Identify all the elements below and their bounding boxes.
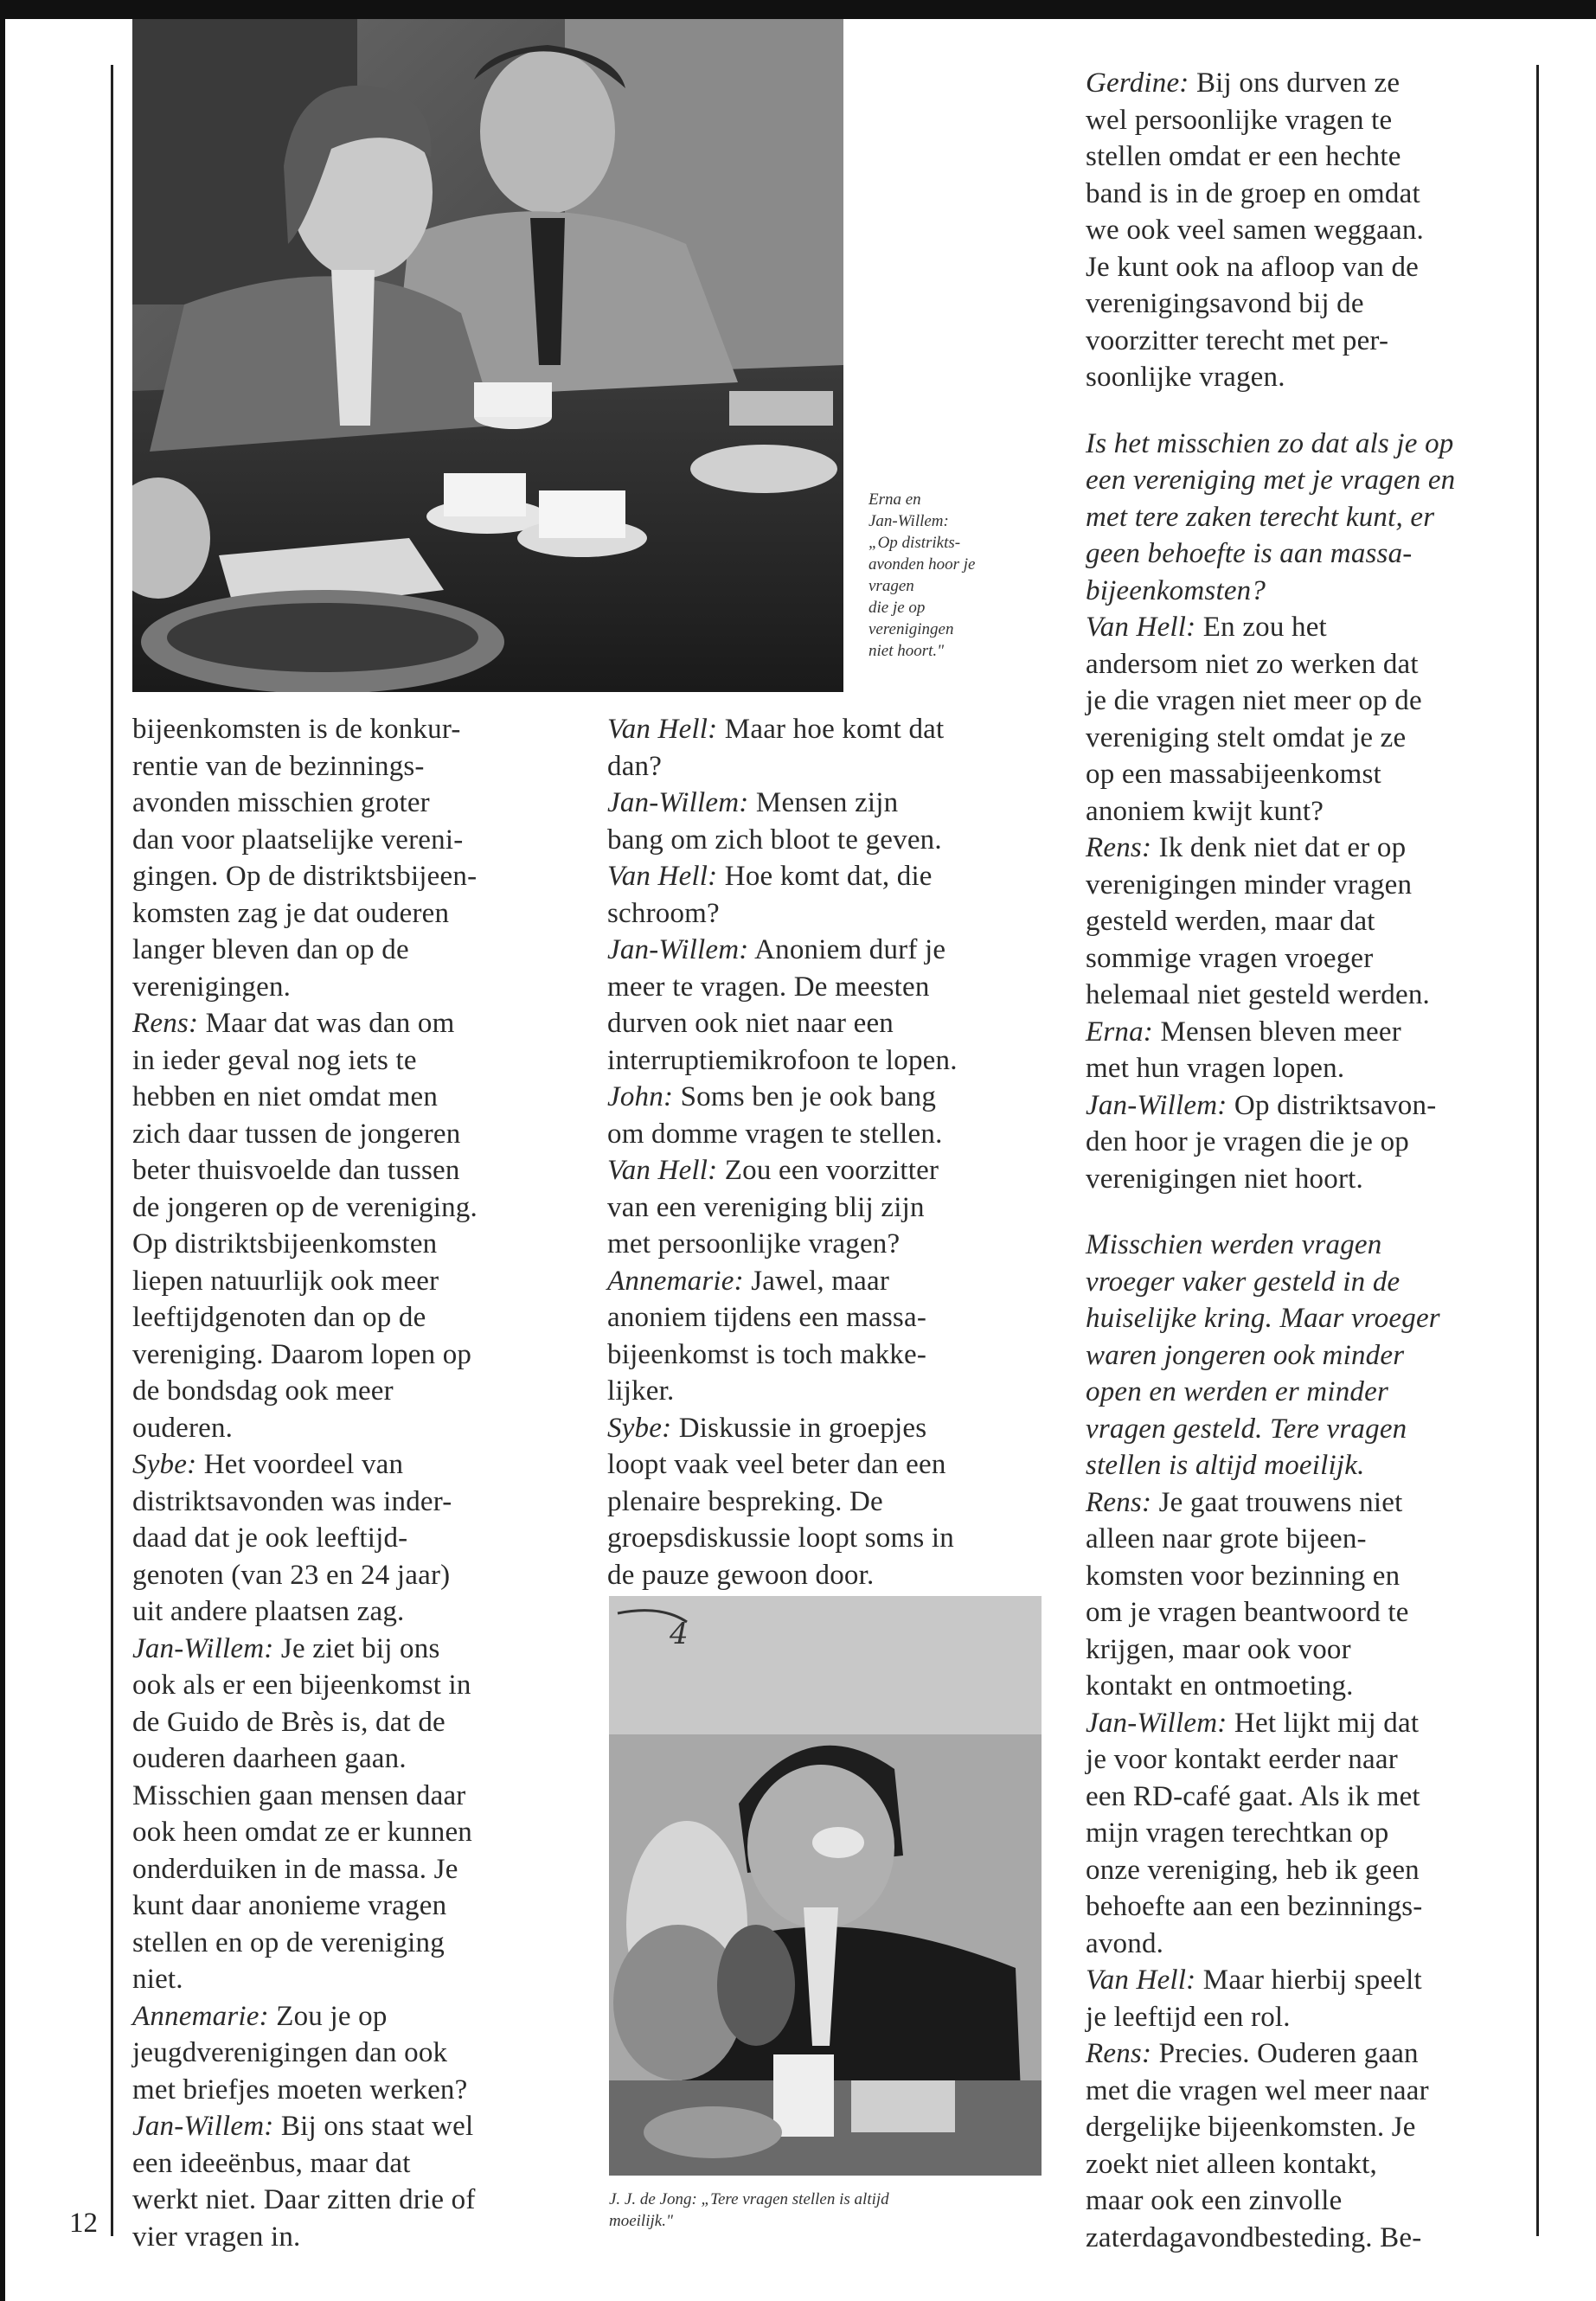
caption-photo-1 xyxy=(869,489,1042,662)
speaker-name: Van Hell: xyxy=(607,714,718,745)
line-text: gingen. Op de distriktsbijeen- xyxy=(132,861,478,892)
interviewer-question-line: huiselijke kring. Maar vroeger xyxy=(1086,1303,1440,1334)
line-text: Op distriktsavon- xyxy=(1227,1089,1437,1121)
line-text: verenigingen minder vragen xyxy=(1086,868,1413,901)
line-text: Op distriktsbijeenkomsten xyxy=(132,1228,438,1259)
line-text: Maar dat was dan om xyxy=(198,1008,455,1039)
text-line xyxy=(607,1484,1048,1521)
line-text: beter thuisvoelde dan tussen xyxy=(132,1155,460,1186)
text-line xyxy=(607,1336,1048,1374)
line-text: kunt daar anonieme vragen xyxy=(132,1890,447,1921)
right-rule xyxy=(1536,65,1539,2236)
speaker-name: Van Hell: xyxy=(607,861,718,892)
text-line xyxy=(132,1740,565,1778)
line-text: verenigingsavond bij de xyxy=(1086,288,1364,319)
speaker-name: Rens: xyxy=(1086,1486,1152,1518)
line-text: dan? xyxy=(607,750,663,782)
photo-meeting-table xyxy=(132,19,843,692)
line-text: om je vragen beantwoord te xyxy=(1086,1597,1409,1628)
line-text: stellen omdat er een hechte xyxy=(1086,141,1401,172)
line-text: Het lijkt mij dat xyxy=(1227,1707,1420,1739)
interviewer-question-line: waren jongeren ook minder xyxy=(1086,1339,1405,1371)
interviewer-question-line: Misschien werden vragen xyxy=(1086,1229,1382,1260)
text-line xyxy=(1086,249,1535,286)
line-text: verenigingen niet hoort. xyxy=(1086,1163,1363,1195)
speaker-name: Annemarie: xyxy=(607,1265,744,1297)
line-text: je die vragen niet meer op de xyxy=(1086,685,1422,716)
speaker-name: Annemarie: xyxy=(132,2000,269,2032)
text-line xyxy=(132,1778,565,1815)
text-line xyxy=(132,785,565,822)
text-line xyxy=(132,2035,565,2072)
text-line xyxy=(132,1336,565,1374)
line-text: Anoniem durf je xyxy=(748,934,946,965)
column-3 xyxy=(1086,65,1535,2256)
text-line xyxy=(132,1925,565,1962)
caption-line: Jan-Willem: xyxy=(869,512,949,530)
line-text: Soms ben je ook bang xyxy=(673,1081,937,1112)
text-line xyxy=(1086,1124,1535,1161)
paragraph-gap xyxy=(1086,396,1535,426)
line-text: krijgen, maar ook voor xyxy=(1086,1633,1351,1665)
line-text: een RD-café gaat. Als ik met xyxy=(1086,1780,1420,1812)
text-line xyxy=(1086,830,1535,867)
line-text: andersom niet zo werken dat xyxy=(1086,648,1419,680)
line-text: komsten zag je dat ouderen xyxy=(132,897,450,929)
text-line xyxy=(607,1520,1048,1557)
page-number: 12 xyxy=(69,2208,98,2239)
text-line xyxy=(132,1593,565,1631)
text-line xyxy=(607,858,1048,895)
caption-line: verenigingen xyxy=(869,620,954,638)
speaker-name: Rens: xyxy=(132,1008,199,1039)
line-text: soonlijke vragen. xyxy=(1086,362,1285,393)
text-line xyxy=(132,1851,565,1888)
line-text: anoniem tijdens een massa- xyxy=(607,1302,927,1333)
text-line xyxy=(132,2219,565,2256)
text-line xyxy=(1086,285,1535,323)
text-line xyxy=(607,1079,1048,1116)
text-line xyxy=(132,932,565,969)
text-line xyxy=(132,711,565,748)
line-text: in ieder geval nog iets te xyxy=(132,1044,417,1076)
text-line xyxy=(132,1704,565,1741)
speaker-name: Jan-Willem: xyxy=(1086,1089,1227,1121)
text-line xyxy=(1086,1741,1535,1779)
interviewer-question-line: stellen is altijd moeilijk. xyxy=(1086,1450,1365,1481)
line-text: Je gaat trouwens niet xyxy=(1151,1486,1403,1518)
text-line xyxy=(1086,867,1535,904)
line-text: daad dat je ook leeftijd- xyxy=(132,1522,408,1554)
photo-erna-jan-willem xyxy=(132,19,843,692)
line-text: om domme vragen te stellen. xyxy=(607,1118,943,1150)
line-text: bijeenkomst is toch makke- xyxy=(607,1338,927,1370)
line-text: alleen naar grote bijeen- xyxy=(1086,1523,1367,1554)
line-text: je leeftijd een rol. xyxy=(1086,2001,1291,2033)
line-text: vereniging. Daarom lopen op xyxy=(132,1338,472,1370)
text-line xyxy=(132,1520,565,1557)
interviewer-question-line: met tere zaken terecht kunt, er xyxy=(1086,501,1435,533)
line-text: Diskussie in groepjes xyxy=(671,1412,927,1444)
speaker-name: Rens: xyxy=(1086,2038,1152,2069)
text-line xyxy=(1086,1852,1535,1889)
text-line xyxy=(132,1042,565,1080)
text-line xyxy=(1086,1926,1535,1963)
interviewer-question-line: geen behoefte is aan massa- xyxy=(1086,538,1413,569)
line-text: plenaire bespreking. De xyxy=(607,1485,883,1517)
interviewer-question-line: Is het misschien zo dat als je op xyxy=(1086,427,1454,459)
text-line xyxy=(1086,1594,1535,1631)
line-text: onderduiken in de massa. Je xyxy=(132,1853,458,1885)
line-text: met briefjes moeten werken? xyxy=(132,2073,468,2106)
text-line xyxy=(607,1042,1048,1080)
line-text: de bondsdag ook meer xyxy=(132,1375,394,1407)
line-text: En zou het xyxy=(1195,612,1327,643)
line-text: hebben en niet omdat men xyxy=(132,1081,439,1112)
line-text: Ik denk niet dat er op xyxy=(1151,832,1407,863)
text-line xyxy=(1086,793,1535,830)
text-line xyxy=(1086,359,1535,396)
line-text: interruptiemikrofoon te lopen. xyxy=(607,1044,958,1076)
text-line xyxy=(607,1263,1048,1300)
text-line xyxy=(132,1299,565,1336)
line-text: avond. xyxy=(1086,1927,1164,1959)
text-line xyxy=(607,1116,1048,1153)
line-text: dan voor plaatselijke vereni- xyxy=(132,824,464,856)
text-line xyxy=(1086,1050,1535,1087)
text-line xyxy=(1086,940,1535,977)
line-text: anoniem kwijt kunt? xyxy=(1086,795,1324,827)
text-line xyxy=(132,2182,565,2219)
line-text: behoefte aan een bezinnings- xyxy=(1086,1891,1423,1922)
line-text: dergelijke bijeenkomsten. Je xyxy=(1086,2112,1416,2143)
line-text: met persoonlijke vragen? xyxy=(607,1228,901,1259)
line-text: je voor kontakt eerder naar xyxy=(1086,1744,1398,1775)
line-text: rentie van de bezinnings- xyxy=(132,750,425,782)
line-text: Je ziet bij ons xyxy=(273,1632,440,1664)
interviewer-question-line: bijeenkomsten? xyxy=(1086,574,1266,606)
text-line xyxy=(132,1814,565,1851)
line-text: verenigingen. xyxy=(132,971,292,1003)
left-rule xyxy=(111,65,113,2236)
text-line xyxy=(607,895,1048,933)
line-text: meer te vragen. De meesten xyxy=(607,971,930,1003)
speaker-name: Jan-Willem: xyxy=(132,1632,274,1664)
interviewer-question-line: vroeger vaker gesteld in de xyxy=(1086,1266,1401,1298)
line-text: Precies. Ouderen gaan xyxy=(1151,2038,1419,2069)
paragraph-gap xyxy=(1086,1197,1535,1227)
text-line xyxy=(132,1152,565,1189)
text-line xyxy=(1086,2073,1535,2110)
line-text: Jawel, maar xyxy=(743,1265,890,1297)
top-border xyxy=(0,0,1596,19)
text-line xyxy=(132,1263,565,1300)
speaker-name: Jan-Willem: xyxy=(607,787,749,818)
line-text: met die vragen wel meer naar xyxy=(1086,2074,1429,2106)
text-line xyxy=(1086,1888,1535,1926)
text-line xyxy=(1086,1014,1535,1051)
line-text: den hoor je vragen die je op xyxy=(1086,1126,1409,1157)
photo-speaker-flowers xyxy=(609,1596,1042,2176)
speaker-name: Rens: xyxy=(1086,832,1152,863)
text-line xyxy=(1086,2220,1535,2257)
text-line xyxy=(1086,977,1535,1014)
line-text: loopt vaak veel beter dan een xyxy=(607,1449,946,1480)
text-line xyxy=(607,1152,1048,1189)
interviewer-question-line: een vereniging met je vragen en xyxy=(1086,465,1456,496)
speaker-name: Van Hell: xyxy=(1086,1965,1196,1996)
text-line xyxy=(607,1189,1048,1227)
line-text: kontakt en ontmoeting. xyxy=(1086,1670,1354,1702)
line-text: de pauze gewoon door. xyxy=(607,1559,875,1591)
caption-line: J. J. de Jong: „Tere vragen stellen is altijd xyxy=(609,2190,889,2208)
line-text: band is in de groep en omdat xyxy=(1086,177,1420,209)
line-text: Maar hierbij speelt xyxy=(1195,1965,1422,1996)
speaker-name: Van Hell: xyxy=(607,1155,718,1186)
text-line xyxy=(1086,1161,1535,1198)
line-text: gesteld werden, maar dat xyxy=(1086,906,1375,937)
caption-line: moeilijk." xyxy=(609,2212,673,2230)
line-text: Zou je op xyxy=(268,2000,388,2032)
line-text: sommige vragen vroeger xyxy=(1086,942,1374,974)
line-text: ouderen daarheen gaan. xyxy=(132,1743,407,1774)
text-line xyxy=(132,1667,565,1704)
line-text: onze vereniging, heb ik geen xyxy=(1086,1854,1420,1886)
line-text: Hoe komt dat, die xyxy=(717,861,933,892)
text-line xyxy=(132,2072,565,2109)
text-line xyxy=(607,785,1048,822)
line-text: durven ook niet naar een xyxy=(607,1008,894,1039)
text-line xyxy=(607,1410,1048,1447)
speaker-name: Jan-Willem: xyxy=(132,2111,274,2142)
text-line xyxy=(1086,138,1535,176)
text-line xyxy=(607,1557,1048,1594)
line-text: werkt niet. Daar zitten drie of xyxy=(132,2184,476,2215)
text-line xyxy=(132,1005,565,1042)
text-line xyxy=(1086,1521,1535,1558)
text-line xyxy=(1086,756,1535,793)
text-line xyxy=(132,1484,565,1521)
speaker-name: Gerdine: xyxy=(1086,67,1189,99)
text-line xyxy=(132,2145,565,2182)
photo-de-jong xyxy=(609,1596,1042,2176)
text-line xyxy=(1086,1087,1535,1125)
text-line xyxy=(132,1557,565,1594)
text-line xyxy=(132,1226,565,1263)
text-line xyxy=(1086,1631,1535,1669)
text-line xyxy=(1086,65,1535,102)
text-line xyxy=(132,858,565,895)
text-line xyxy=(1086,903,1535,940)
line-text: Mensen bleven meer xyxy=(1153,1016,1401,1048)
text-line xyxy=(1086,720,1535,757)
text-line xyxy=(1086,2146,1535,2183)
text-line xyxy=(1086,1999,1535,2036)
line-text: Mensen zijn xyxy=(748,787,899,818)
text-line xyxy=(132,748,565,785)
text-line xyxy=(132,822,565,859)
caption-line: vragen xyxy=(869,577,914,595)
line-text: ook als er een bijeenkomst in xyxy=(132,1670,471,1701)
speaker-name: Jan-Willem: xyxy=(1086,1707,1227,1739)
text-line xyxy=(132,1410,565,1447)
line-text: Bij ons staat wel xyxy=(273,2111,474,2142)
line-text: niet. xyxy=(132,1964,183,1995)
text-line xyxy=(1086,683,1535,720)
line-text: schroom? xyxy=(607,897,720,929)
caption-line: niet hoort." xyxy=(869,642,945,660)
line-text: Misschien gaan mensen daar xyxy=(132,1779,466,1811)
text-line xyxy=(1086,2035,1535,2073)
text-line xyxy=(607,932,1048,969)
text-line xyxy=(1086,1705,1535,1742)
text-line xyxy=(132,1079,565,1116)
text-line xyxy=(1086,1779,1535,1816)
text-line xyxy=(132,1998,565,2035)
line-text: zoekt niet alleen kontakt, xyxy=(1086,2148,1377,2180)
caption-line: die je op xyxy=(869,599,926,617)
speaker-name: John: xyxy=(607,1081,674,1112)
line-text: Je kunt ook na afloop van de xyxy=(1086,251,1420,283)
line-text: mijn vragen terechtkan op xyxy=(1086,1817,1389,1849)
line-text: avonden misschien groter xyxy=(132,787,430,818)
speaker-name: Sybe: xyxy=(607,1412,672,1444)
interviewer-question-line: open en werden er minder xyxy=(1086,1376,1388,1407)
caption-line: „Op distrikts- xyxy=(869,534,961,552)
line-text: een ideeënbus, maar dat xyxy=(132,2147,411,2179)
text-line xyxy=(132,1961,565,1998)
line-text: groepsdiskussie loopt soms in xyxy=(607,1522,954,1554)
text-line xyxy=(607,1373,1048,1410)
text-line xyxy=(132,2108,565,2145)
text-line xyxy=(607,1299,1048,1336)
text-line xyxy=(1086,1558,1535,1595)
speaker-name: Jan-Willem: xyxy=(607,934,749,965)
text-line xyxy=(607,1446,1048,1484)
caption-line: avonden hoor je xyxy=(869,555,976,574)
line-text: zaterdagavondbesteding. Be- xyxy=(1086,2221,1422,2253)
text-line xyxy=(1086,2109,1535,2146)
line-text: vereniging stelt omdat je ze xyxy=(1086,721,1407,753)
line-text: lijker. xyxy=(607,1375,675,1407)
line-text: op een massabijeenkomst xyxy=(1086,759,1381,790)
text-line xyxy=(1086,212,1535,249)
text-line xyxy=(132,895,565,933)
text-line xyxy=(1086,1815,1535,1852)
text-line xyxy=(132,1446,565,1484)
line-text: maar ook een zinvolle xyxy=(1086,2185,1343,2216)
photo-handwritten-note: 4 xyxy=(670,1617,689,1651)
line-text: genoten (van 23 en 24 jaar) xyxy=(132,1559,451,1591)
line-text: jeugdverenigingen dan ook xyxy=(132,2037,448,2068)
line-text: komsten voor bezinning en xyxy=(1086,1560,1401,1592)
line-text: de Guido de Brès is, dat de xyxy=(132,1706,445,1738)
text-line xyxy=(607,1226,1048,1263)
line-text: langer bleven dan op de xyxy=(132,934,409,965)
line-text: leeftijdgenoten dan op de xyxy=(132,1302,426,1333)
text-line xyxy=(1086,1668,1535,1705)
text-line xyxy=(132,1116,565,1153)
line-text: voorzitter terecht met per- xyxy=(1086,324,1389,356)
line-text: Maar hoe komt dat xyxy=(717,714,945,745)
text-line xyxy=(607,1005,1048,1042)
left-scan-edge xyxy=(0,0,5,2301)
line-text: Bij ons durven ze xyxy=(1189,67,1401,99)
text-line xyxy=(1086,2182,1535,2220)
text-line xyxy=(1086,609,1535,646)
line-text: helemaal niet gesteld werden. xyxy=(1086,979,1430,1010)
text-line xyxy=(1086,1962,1535,1999)
line-text: ook heen omdat ze er kunnen xyxy=(132,1817,473,1848)
line-text: stellen en op de vereniging xyxy=(132,1926,445,1958)
line-text: van een vereniging blij zijn xyxy=(607,1191,925,1223)
text-line xyxy=(132,1189,565,1227)
text-line xyxy=(132,1888,565,1925)
speaker-name: Van Hell: xyxy=(1086,612,1196,643)
interviewer-question-line: vragen gesteld. Tere vragen xyxy=(1086,1413,1407,1445)
line-text: uit andere plaatsen zag. xyxy=(132,1596,405,1627)
text-line xyxy=(1086,1484,1535,1522)
text-line xyxy=(132,969,565,1006)
line-text: Het voordeel van xyxy=(196,1449,404,1480)
line-text: liepen natuurlijk ook meer xyxy=(132,1265,439,1297)
caption-line: Erna en xyxy=(869,490,921,509)
line-text: vier vragen in. xyxy=(132,2221,301,2253)
line-text: Zou een voorzitter xyxy=(717,1155,939,1186)
text-line xyxy=(607,711,1048,748)
column-2 xyxy=(607,711,1048,1593)
line-text: bang om zich bloot te geven. xyxy=(607,824,942,856)
line-text: we ook veel samen weggaan. xyxy=(1086,215,1424,246)
line-text: de jongeren op de vereniging. xyxy=(132,1191,478,1223)
text-line xyxy=(1086,102,1535,139)
line-text: zich daar tussen de jongeren xyxy=(132,1118,461,1150)
text-line xyxy=(1086,176,1535,213)
caption-photo-2 xyxy=(609,2189,1059,2232)
text-line xyxy=(607,748,1048,785)
line-text: met hun vragen lopen. xyxy=(1086,1053,1345,1084)
text-line xyxy=(607,822,1048,859)
speaker-name: Sybe: xyxy=(132,1449,197,1480)
text-line xyxy=(1086,323,1535,360)
line-text: wel persoonlijke vragen te xyxy=(1086,104,1393,136)
text-line xyxy=(607,969,1048,1006)
text-line xyxy=(132,1631,565,1668)
column-1 xyxy=(132,711,565,2255)
line-text: bijeenkomsten is de konkur- xyxy=(132,714,461,745)
line-text: ouderen. xyxy=(132,1412,234,1444)
speaker-name: Erna: xyxy=(1086,1016,1153,1048)
text-line xyxy=(1086,646,1535,683)
line-text: distriktsavonden was inder- xyxy=(132,1485,452,1517)
text-line xyxy=(132,1373,565,1410)
